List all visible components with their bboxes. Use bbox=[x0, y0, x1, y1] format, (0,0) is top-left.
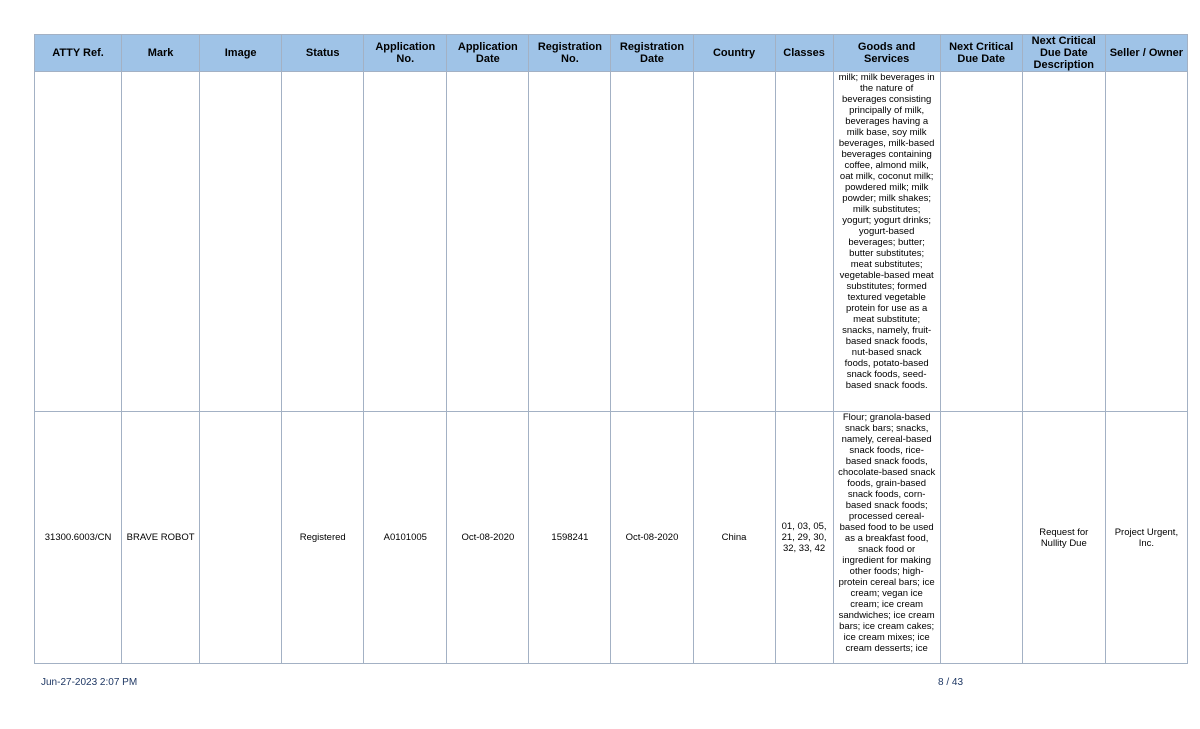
cell-status: Registered bbox=[282, 412, 364, 664]
col-header-application-no[interactable]: Application No. bbox=[364, 35, 447, 72]
col-header-registration-date[interactable]: Registration Date bbox=[611, 35, 693, 72]
cell-registration-date bbox=[611, 72, 693, 412]
col-header-country[interactable]: Country bbox=[693, 35, 775, 72]
cell-next-due-description: Request for Nullity Due bbox=[1022, 412, 1105, 664]
col-header-classes[interactable]: Classes bbox=[775, 35, 833, 72]
page-number: 8 / 43 bbox=[938, 677, 964, 688]
cell-country: China bbox=[693, 412, 775, 664]
cell-status bbox=[282, 72, 364, 412]
cell-mark bbox=[122, 72, 200, 412]
cell-registration-no: 1598241 bbox=[529, 412, 611, 664]
col-header-next-due-date[interactable]: Next Critical Due Date bbox=[940, 35, 1022, 72]
cell-goods-services bbox=[833, 412, 940, 664]
col-header-next-due-description[interactable]: Next Critical Due Date Description bbox=[1022, 35, 1105, 72]
cell-application-date bbox=[447, 72, 529, 412]
cell-registration-no bbox=[529, 72, 611, 412]
cell-mark: BRAVE ROBOT bbox=[122, 412, 200, 664]
cell-application-no: A0101005 bbox=[364, 412, 447, 664]
cell-goods-services bbox=[833, 72, 940, 412]
cell-seller-owner: Project Urgent, Inc. bbox=[1105, 412, 1187, 664]
print-timestamp: Jun-27-2023 2:07 PM bbox=[41, 677, 138, 688]
goods-services-text: Flour; granola-based snack bars; snacks, namely, cereal-based snack foods, rice-based snack foods, chocolate-based snack foods, grain-based snack foods, corn-based snack foods; processed cereal-based food to be used as a breakfast food, snack food or ingredient for making other foods; high-protein cereal bars; ice cream; vegan ice cream; ice cream sandwiches; ice cream bars; ice cream cakes; ice cream mixes; ice cream desserts; ice bbox=[838, 412, 936, 654]
cell-classes: 01, 03, 05, 21, 29, 30, 32, 33, 42 bbox=[775, 412, 833, 664]
goods-services-text: milk; milk beverages in the nature of beverages consisting principally of milk, beverages having a milk base, soy milk beverages, milk-based beverages containing coffee, almond milk, oat milk, coconut milk; powdered milk; milk powder; milk shakes; milk substitutes; yogurt; yogurt drinks; yogurt-based beverages; butter; butter substitutes; meat substitutes; vegetable-based meat substitutes; formed textured vegetable protein for use as a meat substitute; snacks, namely, fruit-based snack foods, nut-based snack foods, potato-based snack foods, seed-based snack foods. bbox=[838, 72, 935, 391]
col-header-status[interactable]: Status bbox=[282, 35, 364, 72]
cell-country bbox=[693, 72, 775, 412]
col-header-seller-owner[interactable]: Seller / Owner bbox=[1105, 35, 1187, 72]
cell-next-due-description bbox=[1022, 72, 1105, 412]
header-row bbox=[35, 35, 1188, 72]
cell-seller-owner bbox=[1105, 72, 1187, 412]
cell-next-due-date bbox=[940, 72, 1022, 412]
cell-atty-ref: 31300.6003/CN bbox=[35, 412, 122, 664]
col-header-mark[interactable]: Mark bbox=[122, 35, 200, 72]
table-row bbox=[35, 72, 1188, 412]
col-header-atty-ref[interactable]: ATTY Ref. bbox=[35, 35, 122, 72]
trademark-table bbox=[34, 34, 1188, 664]
col-header-goods-services[interactable]: Goods and Services bbox=[833, 35, 940, 72]
col-header-registration-no[interactable]: Registration No. bbox=[529, 35, 611, 72]
cell-atty-ref bbox=[35, 72, 122, 412]
cell-next-due-date bbox=[940, 412, 1022, 664]
cell-application-date: Oct-08-2020 bbox=[447, 412, 529, 664]
cell-image bbox=[200, 412, 282, 664]
cell-image bbox=[200, 72, 282, 412]
table-row bbox=[35, 412, 1188, 664]
col-header-image[interactable]: Image bbox=[200, 35, 282, 72]
cell-registration-date: Oct-08-2020 bbox=[611, 412, 693, 664]
cell-classes bbox=[775, 72, 833, 412]
cell-application-no bbox=[364, 72, 447, 412]
col-header-application-date[interactable]: Application Date bbox=[447, 35, 529, 72]
